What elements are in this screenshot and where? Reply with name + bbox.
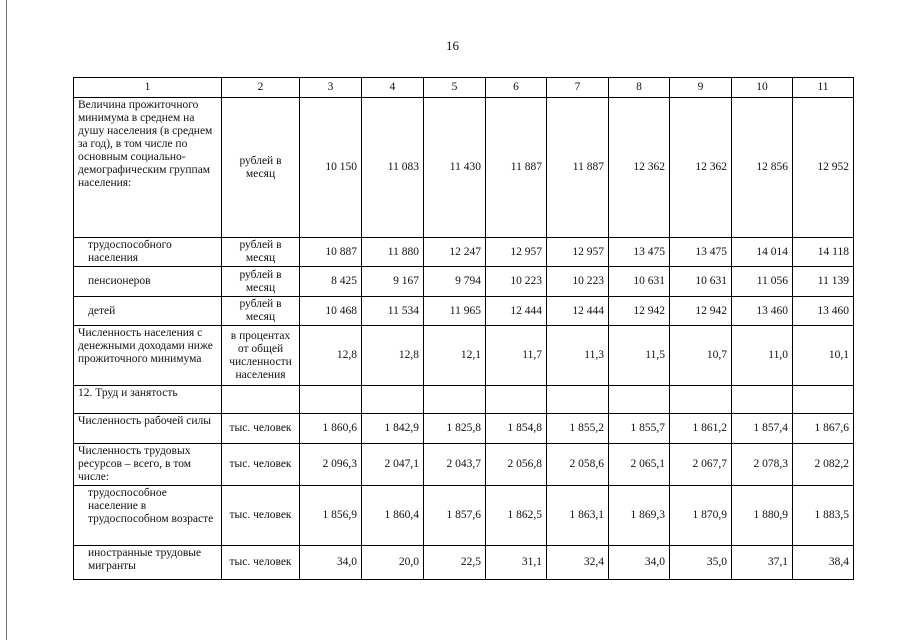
- value-cell: 10,7: [670, 326, 732, 386]
- table-row: [74, 238, 854, 267]
- column-number: 6: [486, 78, 547, 98]
- value-cell: 2 047,1: [362, 444, 424, 486]
- unit-cell: тыс. человек: [222, 444, 300, 486]
- column-number: 11: [793, 78, 854, 98]
- value-cell: 12 362: [670, 98, 732, 238]
- value-cell: 2 067,7: [670, 444, 732, 486]
- value-cell: 12 957: [486, 238, 547, 267]
- indicator-cell: детей: [74, 297, 222, 326]
- column-number: 10: [732, 78, 793, 98]
- value-cell: 10 223: [547, 267, 609, 297]
- unit-cell: рублей в месяц: [222, 238, 300, 267]
- value-cell: 9 167: [362, 267, 424, 297]
- value-cell: 12 957: [547, 238, 609, 267]
- value-cell: 1 860,4: [362, 486, 424, 546]
- value-cell: 13 475: [670, 238, 732, 267]
- value-cell: 12 444: [547, 297, 609, 326]
- value-cell: [793, 386, 854, 414]
- value-cell: 9 794: [424, 267, 486, 297]
- value-cell: 12 942: [609, 297, 670, 326]
- value-cell: 10 468: [300, 297, 362, 326]
- value-cell: 1 861,2: [670, 414, 732, 444]
- value-cell: 11,5: [609, 326, 670, 386]
- value-cell: 12,8: [300, 326, 362, 386]
- unit-cell: тыс. человек: [222, 546, 300, 580]
- column-number-row: [74, 78, 854, 98]
- value-cell: 12,1: [424, 326, 486, 386]
- value-cell: 12 444: [486, 297, 547, 326]
- page-edge-line: [6, 0, 7, 640]
- value-cell: 13 460: [732, 297, 793, 326]
- column-number: 1: [74, 78, 222, 98]
- value-cell: 11 887: [547, 98, 609, 238]
- value-cell: 1 857,4: [732, 414, 793, 444]
- table-row: [74, 414, 854, 444]
- value-cell: 12 856: [732, 98, 793, 238]
- column-number: 4: [362, 78, 424, 98]
- value-cell: [547, 386, 609, 414]
- value-cell: [362, 386, 424, 414]
- value-cell: 1 842,9: [362, 414, 424, 444]
- unit-cell: тыс. человек: [222, 486, 300, 546]
- table-row: [74, 386, 854, 414]
- value-cell: 2 043,7: [424, 444, 486, 486]
- value-cell: 2 082,2: [793, 444, 854, 486]
- value-cell: 1 856,9: [300, 486, 362, 546]
- column-number: 3: [300, 78, 362, 98]
- value-cell: 13 460: [793, 297, 854, 326]
- value-cell: 11,3: [547, 326, 609, 386]
- value-cell: 31,1: [486, 546, 547, 580]
- indicator-cell: Численность трудовых ресурсов – всего, в том числе:: [74, 444, 222, 486]
- value-cell: 1 867,6: [793, 414, 854, 444]
- value-cell: [670, 386, 732, 414]
- value-cell: 12 952: [793, 98, 854, 238]
- table-row: [74, 486, 854, 546]
- value-cell: 1 862,5: [486, 486, 547, 546]
- column-number: 5: [424, 78, 486, 98]
- value-cell: [732, 386, 793, 414]
- table-row: [74, 297, 854, 326]
- column-number: 8: [609, 78, 670, 98]
- value-cell: 2 065,1: [609, 444, 670, 486]
- value-cell: 1 855,2: [547, 414, 609, 444]
- indicator-cell: трудоспособного населения: [74, 238, 222, 267]
- indicator-cell: Численность рабочей силы: [74, 414, 222, 444]
- unit-cell: тыс. человек: [222, 414, 300, 444]
- value-cell: 12 362: [609, 98, 670, 238]
- indicator-cell: 12. Труд и занятость: [74, 386, 222, 414]
- unit-cell: рублей в месяц: [222, 267, 300, 297]
- value-cell: 11 880: [362, 238, 424, 267]
- value-cell: 1 855,7: [609, 414, 670, 444]
- page-number: 16: [446, 38, 459, 53]
- value-cell: 1 883,5: [793, 486, 854, 546]
- unit-cell: в процентах от общей численности населения: [222, 326, 300, 386]
- value-cell: 1 869,3: [609, 486, 670, 546]
- value-cell: [424, 386, 486, 414]
- value-cell: 37,1: [732, 546, 793, 580]
- value-cell: [609, 386, 670, 414]
- value-cell: 10 631: [670, 267, 732, 297]
- table-row: [74, 98, 854, 238]
- data-table: [73, 77, 854, 580]
- value-cell: 22,5: [424, 546, 486, 580]
- indicator-cell: Величина прожиточного минимума в среднем на душу населения (в среднем за год), в том числе по основным социально-демографическим группам населения:: [74, 98, 222, 238]
- value-cell: 1 854,8: [486, 414, 547, 444]
- table-row: [74, 267, 854, 297]
- value-cell: 11 139: [793, 267, 854, 297]
- value-cell: 2 078,3: [732, 444, 793, 486]
- column-number: 7: [547, 78, 609, 98]
- value-cell: 1 863,1: [547, 486, 609, 546]
- value-cell: [300, 386, 362, 414]
- value-cell: 8 425: [300, 267, 362, 297]
- value-cell: 11 887: [486, 98, 547, 238]
- value-cell: 12 942: [670, 297, 732, 326]
- value-cell: 1 860,6: [300, 414, 362, 444]
- value-cell: 11 965: [424, 297, 486, 326]
- value-cell: 12,8: [362, 326, 424, 386]
- value-cell: 32,4: [547, 546, 609, 580]
- table-row: [74, 546, 854, 580]
- value-cell: 10 887: [300, 238, 362, 267]
- value-cell: 11,0: [732, 326, 793, 386]
- value-cell: 20,0: [362, 546, 424, 580]
- value-cell: 12 247: [424, 238, 486, 267]
- indicator-cell: Численность населения с денежными доходами ниже прожиточного минимума: [74, 326, 222, 386]
- value-cell: 1 857,6: [424, 486, 486, 546]
- value-cell: 11 056: [732, 267, 793, 297]
- indicator-cell: иностранные трудовые мигранты: [74, 546, 222, 580]
- value-cell: 2 058,6: [547, 444, 609, 486]
- value-cell: 10 631: [609, 267, 670, 297]
- column-number: 2: [222, 78, 300, 98]
- value-cell: 14 014: [732, 238, 793, 267]
- value-cell: 11 534: [362, 297, 424, 326]
- unit-cell: рублей в месяц: [222, 297, 300, 326]
- value-cell: 34,0: [300, 546, 362, 580]
- value-cell: 10 223: [486, 267, 547, 297]
- value-cell: 13 475: [609, 238, 670, 267]
- indicator-cell: пенсионеров: [74, 267, 222, 297]
- value-cell: 1 825,8: [424, 414, 486, 444]
- value-cell: 38,4: [793, 546, 854, 580]
- value-cell: [486, 386, 547, 414]
- value-cell: 2 096,3: [300, 444, 362, 486]
- value-cell: 1 870,9: [670, 486, 732, 546]
- unit-cell: [222, 386, 300, 414]
- table-row: [74, 444, 854, 486]
- value-cell: 14 118: [793, 238, 854, 267]
- value-cell: 1 880,9: [732, 486, 793, 546]
- table-row: [74, 326, 854, 386]
- value-cell: 11 083: [362, 98, 424, 238]
- value-cell: 10 150: [300, 98, 362, 238]
- unit-cell: рублей в месяц: [222, 98, 300, 238]
- value-cell: 2 056,8: [486, 444, 547, 486]
- value-cell: 10,1: [793, 326, 854, 386]
- column-number: 9: [670, 78, 732, 98]
- value-cell: 34,0: [609, 546, 670, 580]
- value-cell: 35,0: [670, 546, 732, 580]
- value-cell: 11 430: [424, 98, 486, 238]
- indicator-cell: трудоспособное население в трудоспособном возрасте: [74, 486, 222, 546]
- value-cell: 11,7: [486, 326, 547, 386]
